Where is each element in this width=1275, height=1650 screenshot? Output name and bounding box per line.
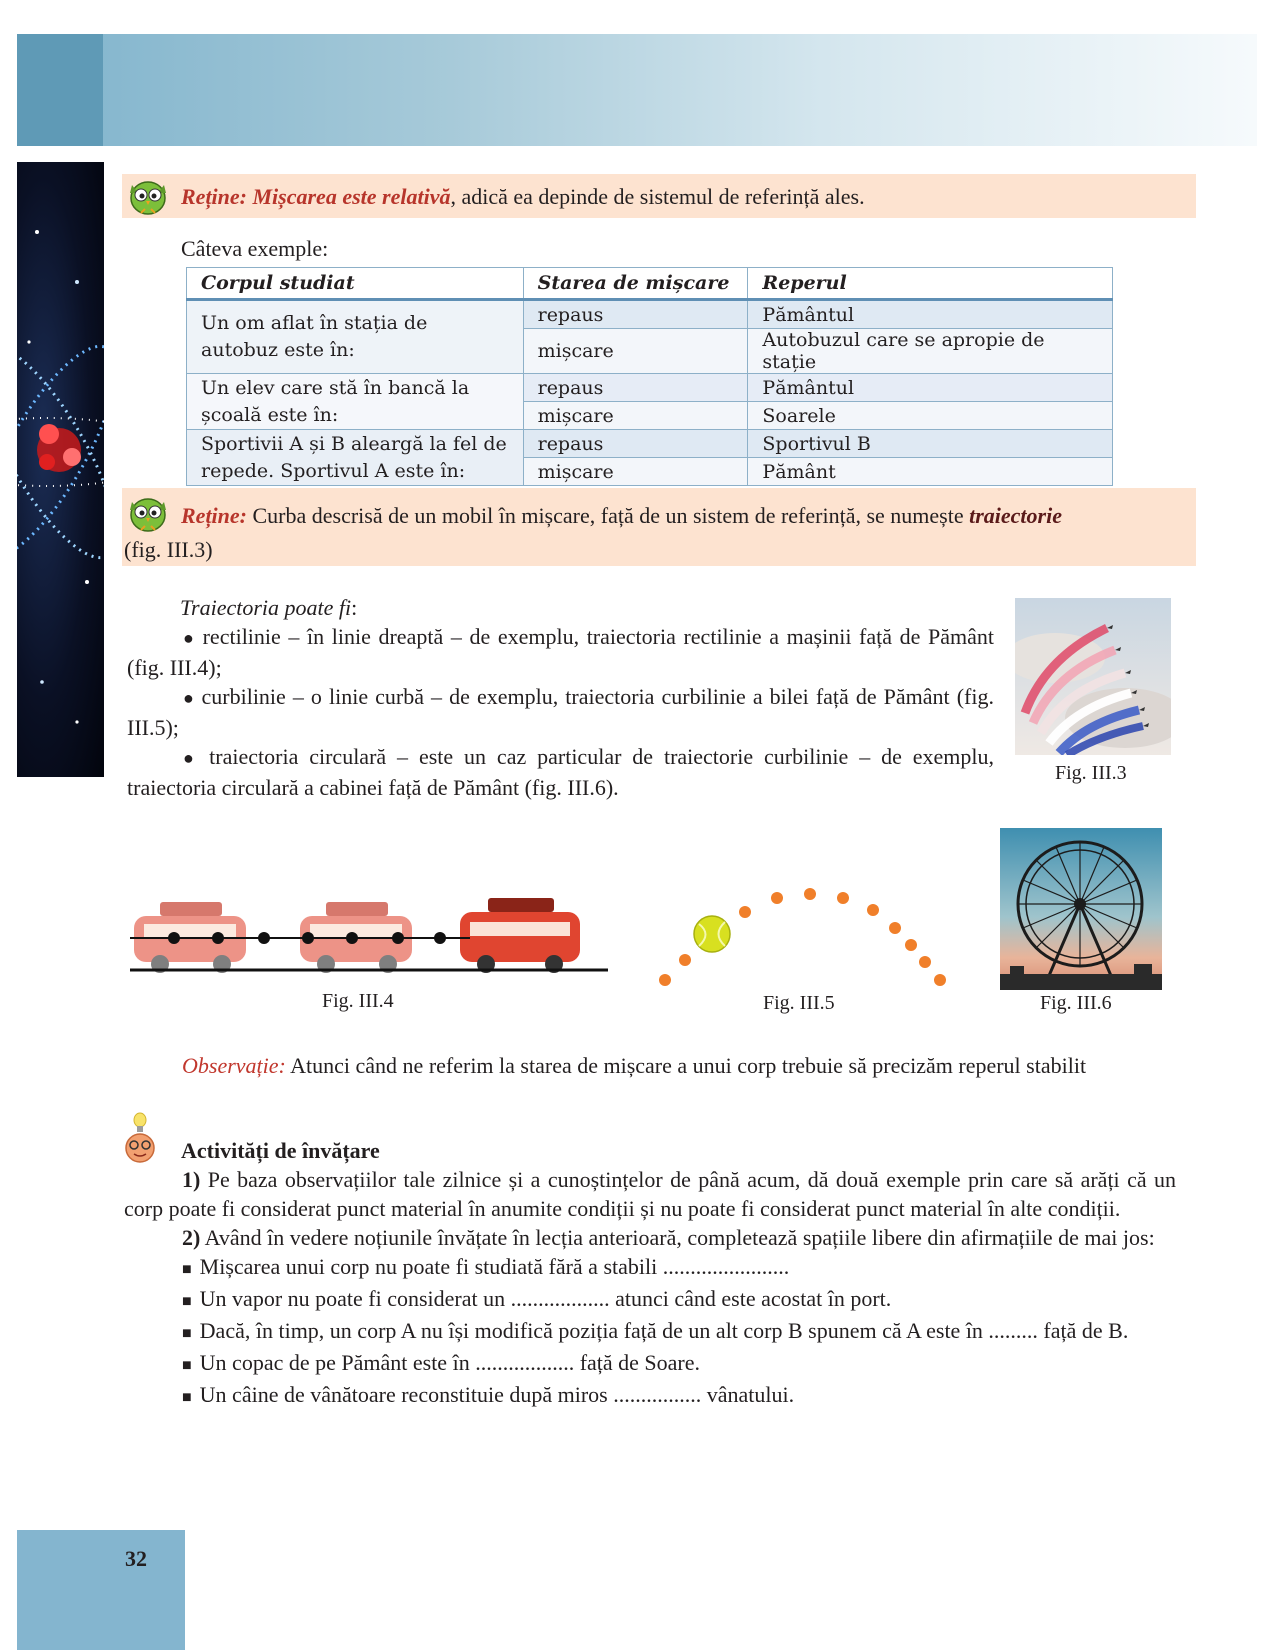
retine-tail: (fig. III.3) [124, 537, 213, 562]
list-item [124, 1284, 1176, 1316]
trajectory-intro [180, 593, 357, 622]
activity-number: 2) [182, 1225, 201, 1250]
table-cell-body [187, 430, 524, 486]
list-item-text: Dacă, în timp, un corp A nu își modifică poziția față de un alt corp B spunem că A este în ......... față de B. [199, 1318, 1129, 1343]
retine-text: Curba descrisă de un mobil în mișcare, față de un sistem de referință, se numește [247, 503, 970, 528]
retine-emphasis: Mișcarea este relativă [252, 184, 451, 209]
list-item-text: Un copac de pe Pământ este în .................. față de Soare. [199, 1350, 701, 1375]
square-bullet-icon: ■ [182, 1293, 200, 1310]
table-cell: Soarele [748, 402, 1113, 430]
square-bullet-icon: ■ [182, 1357, 200, 1374]
ball-trajectory-image [655, 880, 955, 990]
table-cell: mișcare [523, 329, 748, 374]
list-item-text: traiectoria circulară – este un caz particular de traiectorie curbilinie – de exemplu, traiectoria circulară a cabinei față de Pământ (fig. III.6). [127, 744, 995, 800]
figure-caption: Fig. III.5 [763, 992, 835, 1014]
table-cell: repaus [523, 374, 748, 402]
list-item [124, 1252, 1176, 1284]
bullet-icon: ● [183, 628, 203, 648]
list-item [127, 682, 994, 742]
table-cell: Sportivul B [748, 430, 1113, 458]
owl-icon [126, 173, 170, 217]
square-bullet-icon: ■ [182, 1261, 200, 1278]
retine-label: Reține: [181, 184, 247, 209]
figure-caption: Fig. III.6 [1040, 992, 1112, 1014]
bus-trajectory-image [130, 888, 610, 978]
fill-in-list [124, 1252, 1176, 1412]
bulb-face-icon [121, 1112, 159, 1164]
body-line: autobuz este în: [201, 339, 355, 361]
body-line: repede. Sportivul A este în: [201, 459, 466, 482]
observatie-text: Atunci când ne referim la starea de mișcare a unui corp trebuie să precizăm reperul stabilit [285, 1053, 1087, 1078]
square-bullet-icon: ■ [182, 1325, 200, 1342]
activitati-body [124, 1165, 1176, 1412]
body-line: Sportivii A și B aleargă la fel de [201, 432, 507, 455]
table-cell: Pământul [748, 374, 1113, 402]
table-cell: mișcare [523, 458, 748, 486]
activity-2 [124, 1223, 1176, 1252]
trajectory-list [127, 622, 994, 802]
table-header: Reperul [748, 268, 1113, 300]
table-row [187, 430, 1113, 458]
list-item-text: rectilinie – în linie dreaptă – de exemplu, traiectoria rectilinie a mașinii față de Pământ (fig. III.4); [127, 624, 994, 680]
table-cell: Pământ [748, 458, 1113, 486]
body-line: școală este în: [201, 403, 339, 426]
figure-caption: Fig. III.3 [1055, 762, 1127, 784]
activitati-title: Activități de învățare [181, 1138, 380, 1163]
list-item-text: curbilinie – o linie curbă – de exemplu, traiectoria curbilinie a bilei față de Pământ (fig. III.5); [127, 684, 994, 740]
header-band [17, 34, 1257, 146]
table-cell: Autobuzul care se apropie de stație [748, 329, 1113, 374]
table-cell-body [187, 300, 524, 374]
retine-rest: , adică ea depinde de sistemul de referință ales. [450, 184, 865, 209]
list-item-text: Un vapor nu poate fi considerat un .................. atunci când este acostat în port. [199, 1286, 892, 1311]
table-cell-body [187, 374, 524, 430]
table-header-row [187, 268, 1113, 300]
list-item [127, 622, 994, 682]
table-header: Starea de mișcare [523, 268, 748, 300]
airshow-image [1015, 598, 1171, 755]
list-item-text: Un câine de vânătoare reconstituie după miros ................ vânatului. [199, 1382, 795, 1407]
owl-icon [126, 490, 170, 534]
list-item [124, 1348, 1176, 1380]
activity-text: Având în vedere noțiunile învățate în lecția anterioară, completează spațiile libere din afirmațiile de mai jos: [200, 1225, 1155, 1250]
bullet-icon: ● [183, 748, 210, 768]
list-item [124, 1380, 1176, 1412]
observatie-label: Observație: [182, 1053, 286, 1078]
intro-colon: : [351, 595, 358, 620]
table-cell: repaus [523, 430, 748, 458]
observatie-paragraph [124, 1051, 1176, 1080]
table-row [187, 300, 1113, 329]
atom-image [17, 162, 104, 777]
retine-emphasis: traiectorie [969, 503, 1062, 528]
table-row [187, 374, 1113, 402]
ball-icon [694, 916, 730, 952]
intro-text: Traiectoria poate fi [180, 595, 352, 620]
figure-caption: Fig. III.4 [322, 990, 394, 1012]
header-tab [17, 34, 103, 146]
list-item-text: Mișcarea unui corp nu poate fi studiată fără a stabili ....................... [199, 1254, 790, 1279]
list-item [124, 1316, 1176, 1348]
retine-label: Reține: [181, 503, 247, 528]
table-cell: mișcare [523, 402, 748, 430]
bullet-icon: ● [183, 688, 202, 708]
table-header: Corpul studiat [187, 268, 524, 300]
list-item [127, 742, 994, 802]
activity-number: 1) [182, 1167, 201, 1192]
table-cell: repaus [523, 300, 748, 329]
square-bullet-icon: ■ [182, 1389, 200, 1406]
activity-text: Pe baza observațiilor tale zilnice și a cunoștințelor de până acum, dă două exemple prin care să arăți că un corp poate fi considerat punct material în anumite condiții și nu poate fi considerat punct material în alte condiții. [124, 1167, 1176, 1221]
examples-title: Câteva exemple: [181, 236, 329, 261]
examples-table [186, 267, 1113, 486]
page-number-box [17, 1530, 185, 1650]
bus-icon [460, 898, 580, 973]
atom-decoration [17, 162, 104, 777]
ferris-wheel-image [1000, 828, 1162, 990]
table-cell: Pământul [748, 300, 1113, 329]
page-number: 32 [125, 1546, 147, 1571]
body-line: Un om aflat în stația de [201, 312, 428, 334]
retine-text-2 [181, 499, 1191, 533]
retine-text-1 [181, 180, 865, 214]
activity-1 [124, 1165, 1176, 1223]
body-line: Un elev care stă în bancă la [201, 376, 470, 399]
